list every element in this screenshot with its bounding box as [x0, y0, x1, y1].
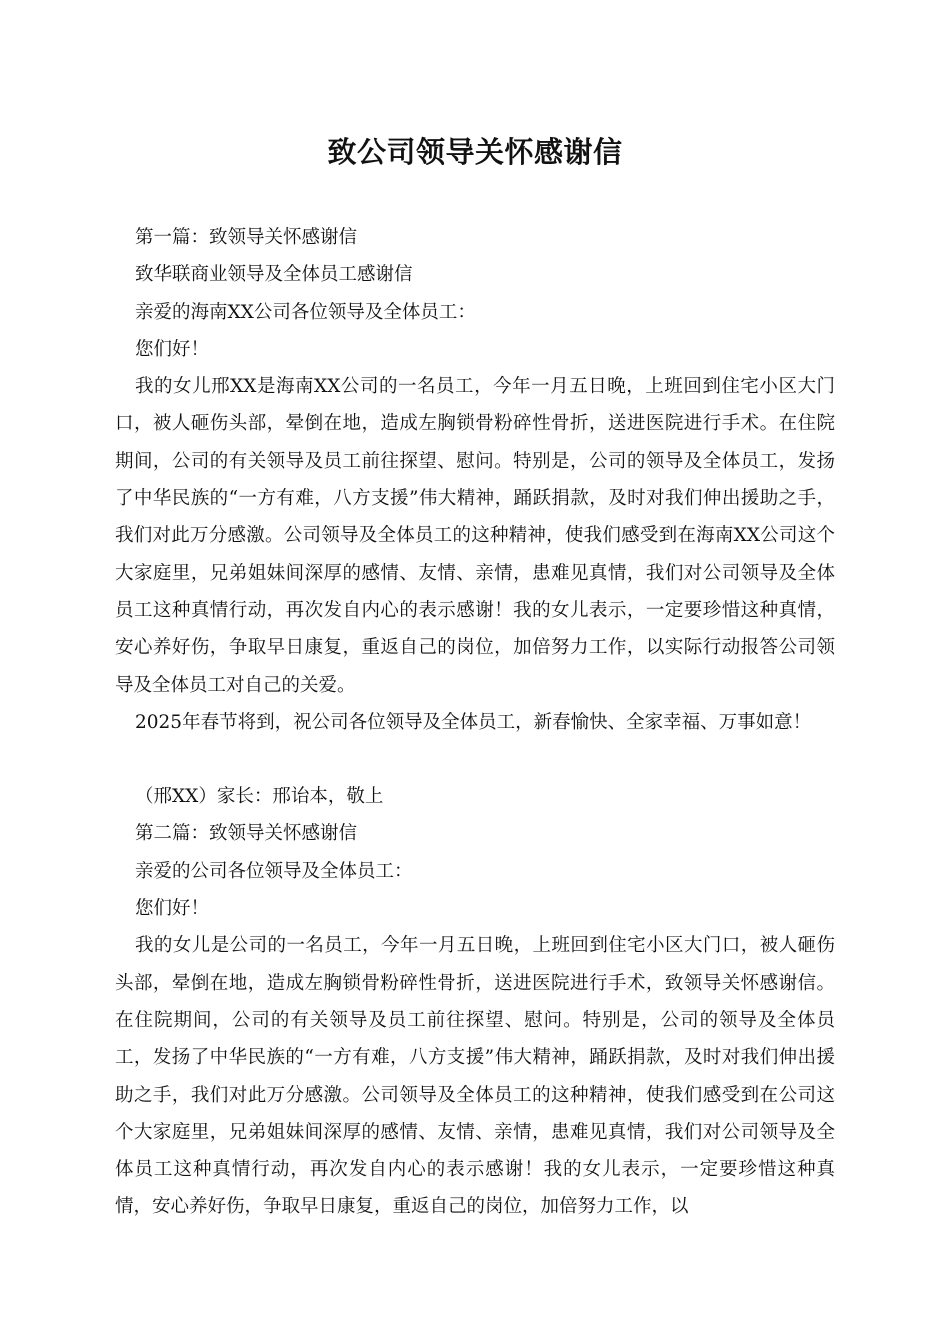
part2-body-paragraph: 我的女儿是公司的一名员工，今年一月五日晚，上班回到住宅小区大门口，被人砸伤头部，晕倒在地，造成左胸锁骨粉碎性骨折，送进医院进行手术，致领导关怀感谢信。在住院期间，公司的有关领导及员工前往探望、慰问。特别是，公司的领导及全体员工，发扬了中华民族的“一方有难，八方支援”伟大精神，踊跃捐款，及时对我们伸出援助之手，我们对此万分感激。公司领导及全体员工的这种精神，使我们感受到在公司这个大家庭里，兄弟姐妹间深厚的感情、友情、亲情，患难见真情，我们对公司领导及全体员工这种真情行动，再次发自内心的表示感谢！我的女儿表示，一定要珍惜这种真情，安心养好伤，争取早日康复，重返自己的岗位，加倍努力工作，以: [115, 935, 835, 1218]
part1-wishes: 2025年春节将到，祝公司各位领导及全体员工，新春愉快、全家幸福、万事如意！: [135, 711, 812, 733]
part1-signature: （邢XX）家长：邢诒本，敬上: [135, 786, 384, 808]
section-spacer: [115, 741, 835, 778]
document-title: 致公司领导关怀感谢信: [327, 135, 623, 169]
part1-body-paragraph: 我的女儿邢XX是海南XX公司的一名员工，今年一月五日晚，上班回到住宅小区大门口，被人砸伤头部，晕倒在地，造成左胸锁骨粉碎性骨折，送进医院进行手术。在住院期间，公司的有关领导及员工前往探望、慰问。特别是，公司的领导及全体员工，发扬了中华民族的“一方有难，八方支援”伟大精神，踊跃捐款，及时对我们伸出援助之手，我们对此万分感激。公司领导及全体员工的这种精神，使我们感受到在海南XX公司这个大家庭里，兄弟姐妹间深厚的感情、友情、亲情，患难见真情，我们对公司领导及全体员工这种真情行动，再次发自内心的表示感谢！我的女儿表示，一定要珍惜这种真情，安心养好伤，争取早日康复，重返自己的岗位，加倍努力工作，以实际行动报答公司领导及全体员工对自己的关爱。: [115, 376, 835, 696]
part2-salutation: 亲爱的公司各位领导及全体员工：: [135, 860, 413, 882]
part1-subtitle: 致华联商业领导及全体员工感谢信: [135, 264, 413, 286]
part2-greeting: 您们好！: [135, 898, 210, 920]
part1-greeting: 您们好！: [135, 338, 210, 360]
part1-heading: 第一篇：致领导关怀感谢信: [135, 227, 358, 248]
part2-heading: 第二篇：致领导关怀感谢信: [135, 823, 358, 845]
part1-salutation: 亲爱的海南XX公司各位领导及全体员工：: [135, 301, 476, 323]
document-body: [115, 219, 835, 1226]
